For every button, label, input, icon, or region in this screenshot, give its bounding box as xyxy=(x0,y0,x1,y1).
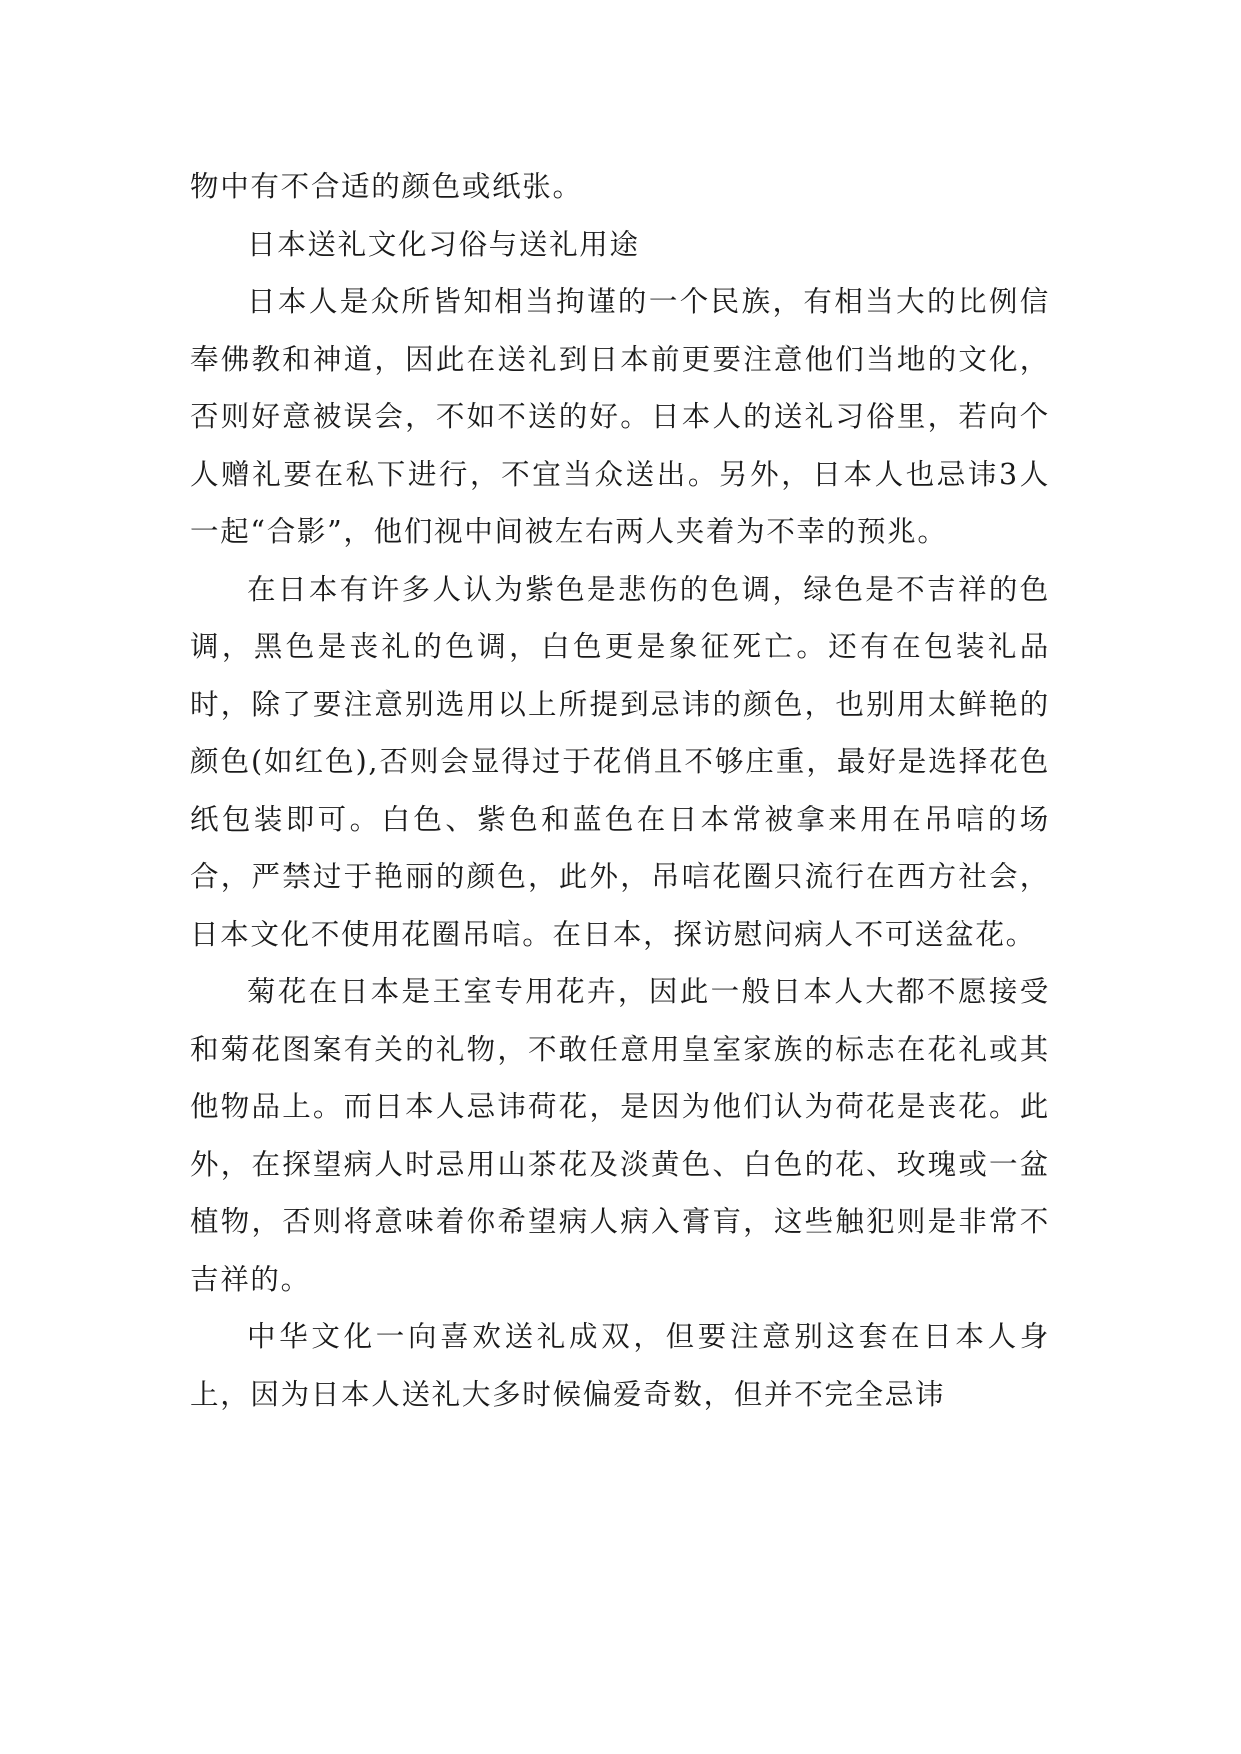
document-page xyxy=(190,158,1050,1423)
paragraph-flowers: 菊花在日本是王室专用花卉，因此一般日本人大都不愿接受和菊花图案有关的礼物，不敢任意用皇室家族的标志在花礼或其他物品上。而日本人忌讳荷花，是因为他们认为荷花是丧花。此外，在探望病人时忌用山茶花及淡黄色、白色的花、玫瑰或一盆植物，否则将意味着你希望病人病入膏肓，这些触犯则是非常不吉祥的。 xyxy=(190,975,1050,1296)
paragraph-odd-numbers: 中华文化一向喜欢送礼成双，但要注意别这套在日本人身上，因为日本人送礼大多时候偏爱奇数，但并不完全忌讳 xyxy=(190,1320,1050,1411)
paragraph-continuation: 物中有不合适的颜色或纸张。 xyxy=(190,170,583,203)
section-heading: 日本送礼文化习俗与送礼用途 xyxy=(247,227,640,261)
paragraph-colors: 在日本有许多人认为紫色是悲伤的色调，绿色是不吉祥的色调，黑色是丧礼的色调，白色更是象征死亡。还有在包装礼品时，除了要注意别选用以上所提到忌讳的颜色，也别用太鲜艳的颜色(如红色),否则会显得过于花俏且不够庄重，最好是选择花色纸包装即可。白色、紫色和蓝色在日本常被拿来用在吊唁的场合，严禁过于艳丽的颜色，此外，吊唁花圈只流行在西方社会，日本文化不使用花圈吊唁。在日本，探访慰问病人不可送盆花。 xyxy=(190,572,1050,951)
paragraph-customs-intro: 日本人是众所皆知相当拘谨的一个民族，有相当大的比例信奉佛教和神道，因此在送礼到日本前更要注意他们当地的文化，否则好意被误会，不如不送的好。日本人的送礼习俗里，若向个人赠礼要在私下进行，不宜当众送出。另外，日本人也忌讳3人一起“合影”，他们视中间被左右两人夹着为不幸的预兆。 xyxy=(190,285,1050,548)
